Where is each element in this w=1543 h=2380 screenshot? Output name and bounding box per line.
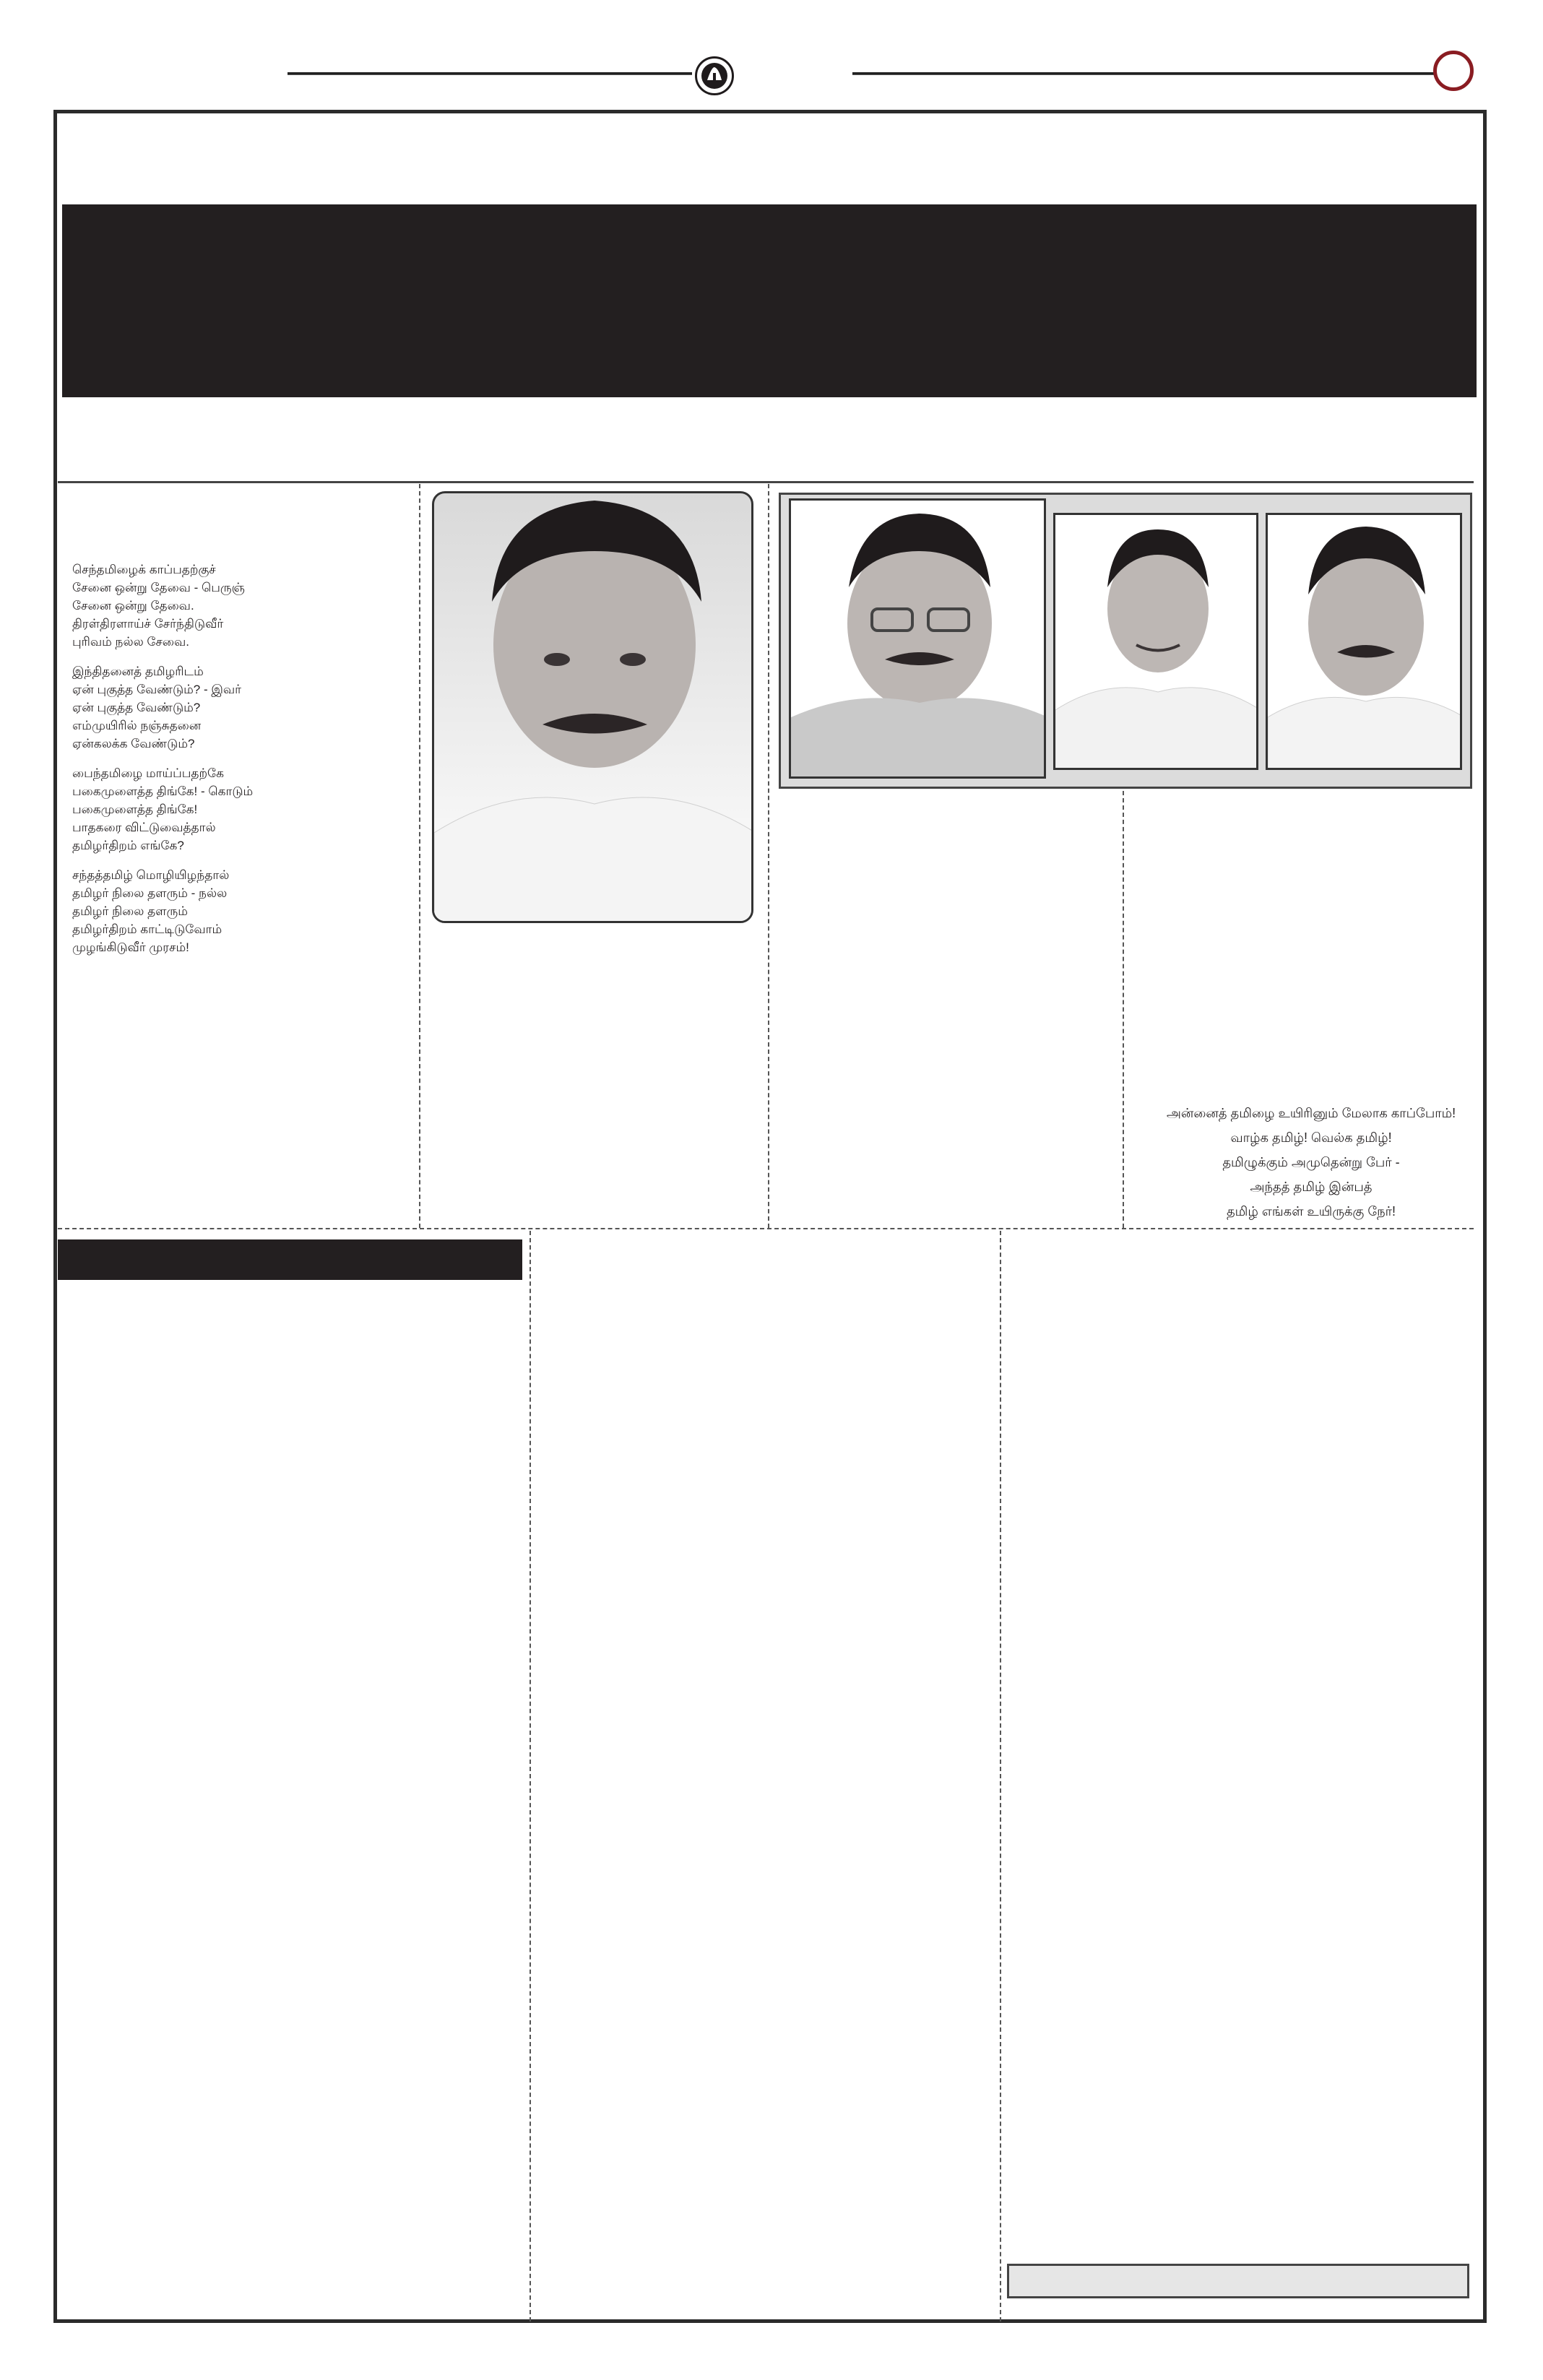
poem-line: தமிழர்திறம் காட்டிடுவோம் (72, 922, 222, 936)
poem-line: சந்தத்தமிழ் மொழியிழந்தால் (72, 868, 230, 882)
closing-verse (1141, 1101, 1481, 1224)
poem-line: பாதகரை விட்டுவைத்தால் (72, 821, 216, 834)
column-divider-3 (1123, 791, 1124, 1228)
section-header-bar (58, 1239, 522, 1280)
poem-line: எம்முயிரில் நஞ்சுதனை (72, 719, 202, 732)
header-rule-right (852, 72, 1435, 75)
lower-column-divider-2 (1000, 1231, 1001, 2321)
leader-portrait (432, 491, 753, 923)
poem-line: திரள்திரளாய்ச் சேர்ந்திடுவீர் (72, 617, 224, 631)
poem-line: செந்தமிழைக் காப்பதற்குச் (72, 563, 216, 576)
closing-line: அன்னைத் தமிழை உயிரினும் மேலாக காப்போம்! (1166, 1106, 1456, 1120)
poem-line: ஏன்கலக்க வேண்டும்? (72, 737, 195, 750)
poem-line: தமிழர்திறம் எங்கே? (72, 839, 184, 852)
poem-line: ஏன் புகுத்த வேண்டும்? - இவர் (72, 683, 242, 696)
closing-line: தமிழ் எங்கள் உயிருக்கு நேர்! (1226, 1204, 1396, 1219)
poem-stanza (72, 866, 405, 956)
poem-line: முழங்கிடுவீர் முரசம்! (72, 940, 189, 954)
poem-line: பகைமுளைத்த திங்கே! - கொடும் (72, 784, 254, 798)
poem-line: தமிழர் நிலை தளரும் - நல்ல (72, 886, 228, 900)
footer-box (1007, 2264, 1469, 2298)
poem-line: பைந்தமிழை மாய்ப்பதற்கே (72, 766, 224, 780)
closing-line: அந்தத் தமிழ் இன்பத் (1250, 1180, 1373, 1194)
poem-line: சேனை ஒன்று தேவை - பெருஞ் (72, 581, 245, 594)
poem-stanza (72, 662, 405, 753)
poem-line: ஏன் புகுத்த வேண்டும்? (72, 701, 201, 714)
portrait-1 (789, 498, 1046, 779)
poem-stanza (72, 561, 405, 651)
headline-banner (62, 204, 1477, 397)
poem-block (72, 561, 405, 968)
poem-line: தமிழர் நிலை தளரும் (72, 904, 188, 918)
lower-column-divider-1 (530, 1231, 531, 2321)
column-divider-1 (419, 484, 420, 1228)
poem-line: புரிவம் நல்ல சேவை. (72, 635, 189, 649)
poem-line: பகைமுளைத்த திங்கே! (72, 802, 198, 816)
column-divider-2 (768, 484, 769, 1228)
masthead-divider (58, 481, 1474, 483)
tree-emblem-icon (695, 56, 734, 95)
portrait-3 (1266, 513, 1462, 770)
closing-line: தமிழுக்கும் அமுதென்று பேர் - (1222, 1155, 1400, 1169)
header-rule-left (288, 72, 692, 75)
page-number-marker (1433, 51, 1474, 91)
section-divider (58, 1228, 1474, 1229)
portrait-2 (1053, 513, 1258, 770)
poem-line: இந்திதனைத் தமிழரிடம் (72, 665, 204, 678)
poem-stanza (72, 764, 405, 854)
closing-line: வாழ்க தமிழ்! வெல்க தமிழ்! (1230, 1130, 1392, 1145)
poem-line: சேனை ஒன்று தேவை. (72, 599, 194, 613)
